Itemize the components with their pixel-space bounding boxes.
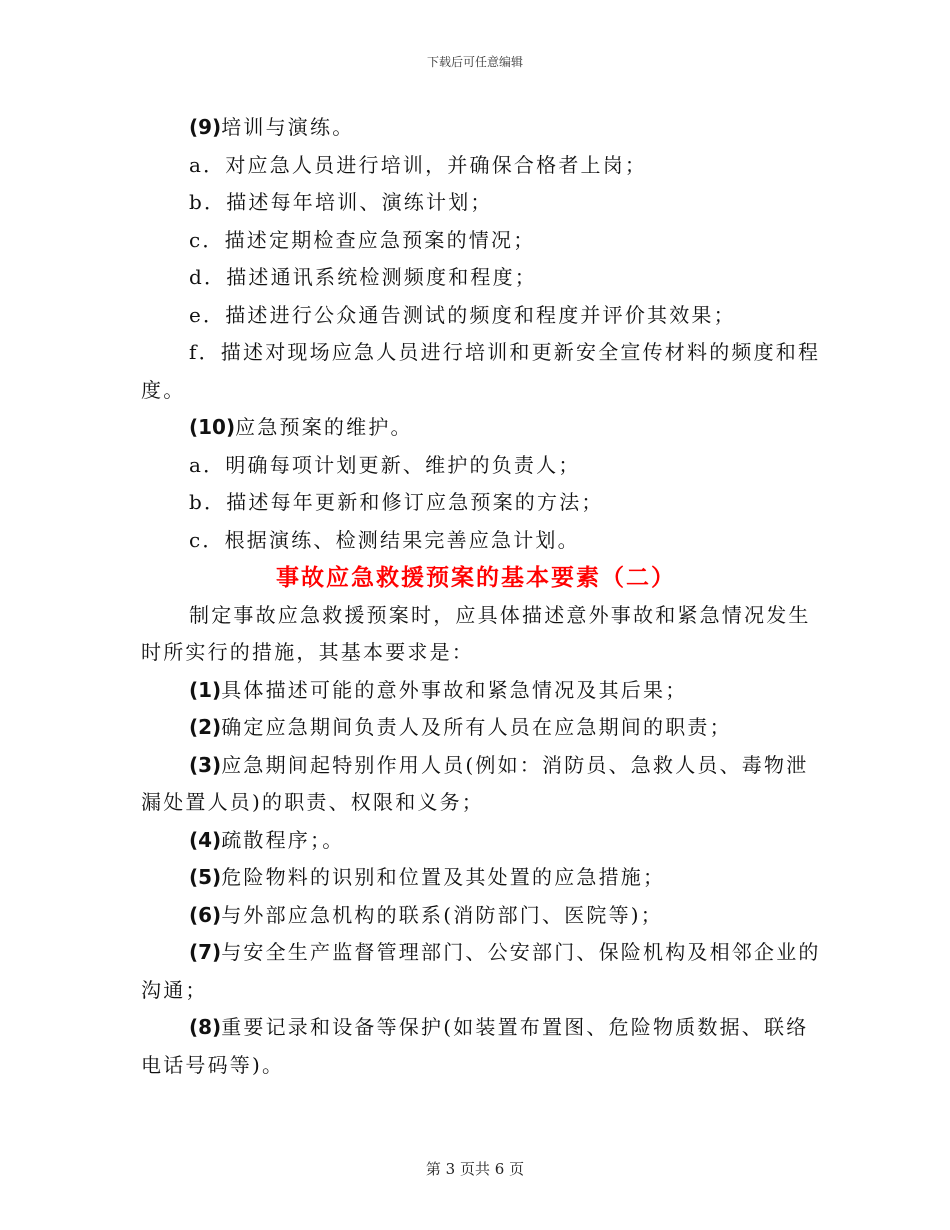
list-item: e．描述进行公众通告测试的频度和程度并评价其效果；: [189, 302, 736, 327]
requirement-text: 应急期间起特别作用人员(例如：消防员、急救人员、毒物泄: [221, 752, 809, 777]
section-9-title: 培训与演练。: [221, 115, 355, 139]
requirement-item: [141, 1009, 811, 1047]
requirement-number: (7): [189, 940, 222, 964]
page-header: 下载后可任意编辑: [426, 55, 523, 69]
requirement-continuation: 沟通；: [141, 977, 208, 1002]
section-10-heading: [141, 409, 811, 447]
list-item-continuation: 度。: [141, 377, 186, 402]
list-item: a．对应急人员进行培训，并确保合格者上岗；: [189, 152, 648, 177]
intro-paragraph: 制定事故应急救援预案时，应具体描述意外事故和紧急情况发生: [189, 602, 811, 627]
section-9-heading: [141, 109, 811, 147]
requirement-item: [141, 897, 811, 935]
list-item: f．描述对现场应急人员进行培训和更新安全宣传材料的频度和程: [189, 340, 821, 364]
list-item: b．描述每年培训、演练计划；: [189, 190, 493, 214]
list-item: d．描述通讯系统检测频度和程度；: [189, 265, 538, 289]
list-item: a．明确每项计划更新、维护的负责人；: [189, 452, 581, 477]
requirement-item: [141, 934, 821, 972]
requirement-text: 疏散程序；。: [221, 827, 345, 852]
requirement-item: [141, 709, 811, 747]
section-9-number: (9): [189, 115, 222, 139]
list-item: c．描述定期检查应急预案的情况；: [189, 227, 536, 252]
list-item: b．描述每年更新和修订应急预案的方法；: [189, 490, 604, 514]
document-body: [141, 109, 821, 1084]
intro-paragraph-continuation: 时所实行的措施，其基本要求是：: [141, 640, 474, 664]
section-title: 事故应急救援预案的基本要素（二）: [276, 564, 676, 591]
page-footer: 第 3 页共 6 页: [425, 1160, 525, 1178]
requirement-item: [141, 822, 811, 860]
requirement-text: 与外部应急机构的联系(消防部门、医院等)；: [221, 902, 664, 927]
requirement-text: 危险物料的识别和位置及其处置的应急措施；: [221, 865, 666, 889]
requirement-text: 确定应急期间负责人及所有人员在应急期间的职责；: [221, 715, 732, 739]
requirement-number: (1): [189, 677, 222, 702]
requirement-text: 具体描述可能的意外事故和紧急情况及其后果；: [221, 677, 688, 702]
list-item: c．根据演练、检测结果完善应急计划。: [189, 527, 580, 552]
section-10-number: (10): [189, 415, 236, 439]
requirement-number: (2): [189, 715, 222, 739]
requirement-number: (3): [189, 752, 222, 777]
requirement-text: 与安全生产监督管理部门、公安部门、保险机构及相邻企业的: [221, 940, 821, 964]
requirement-number: (6): [189, 902, 222, 927]
requirement-number: (8): [189, 1015, 222, 1039]
requirement-item: [141, 747, 811, 785]
section-10-title: 应急预案的维护。: [235, 415, 413, 439]
requirement-text: 重要记录和设备等保护(如装置布置图、危险物质数据、联络: [221, 1015, 809, 1039]
requirement-item: [141, 672, 811, 710]
requirement-number: (5): [189, 865, 222, 889]
requirement-continuation: 漏处置人员)的职责、权限和义务；: [141, 790, 485, 814]
requirement-item: [141, 859, 811, 897]
requirement-number: (4): [189, 827, 222, 852]
requirement-continuation: 电话号码等)。: [141, 1052, 285, 1077]
